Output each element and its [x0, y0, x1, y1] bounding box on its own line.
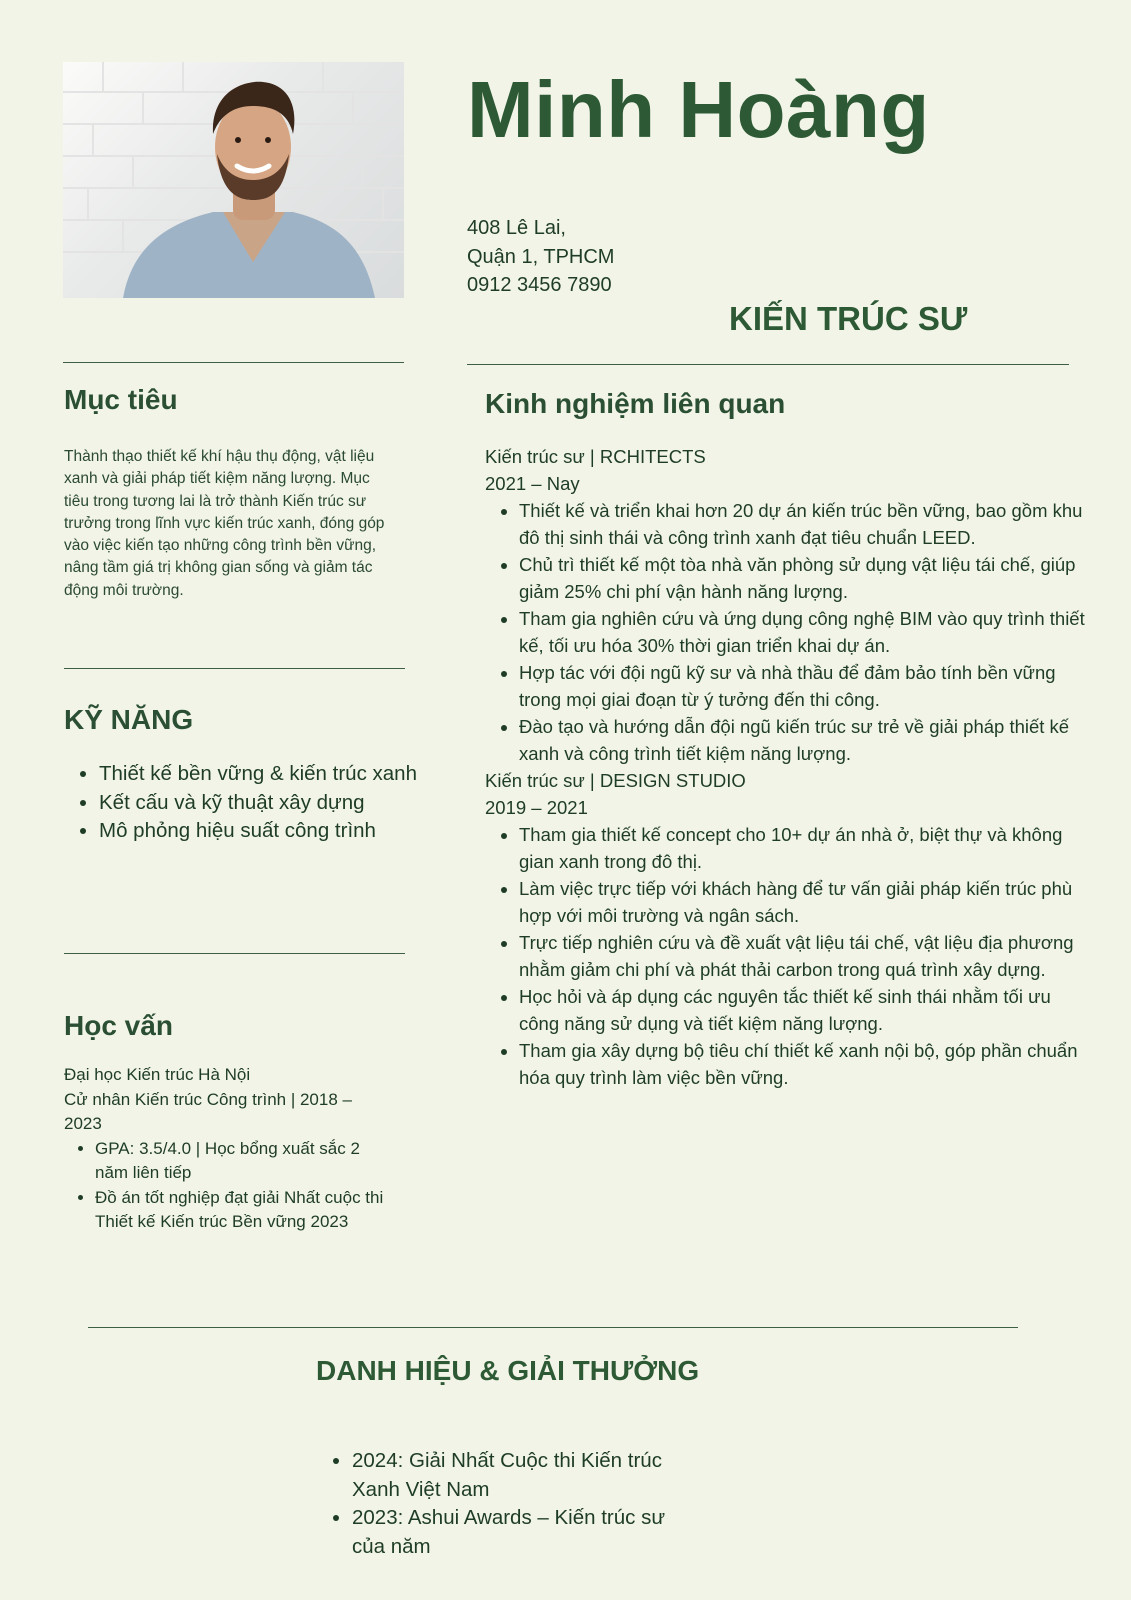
- job-duties-list: [485, 821, 1095, 1091]
- job-period: 2021 – Nay: [485, 473, 580, 494]
- education-heading: Học vấn: [64, 1010, 173, 1041]
- job-duty: • Tham gia nghiên cứu và ứng dụng công nghệ BIM vào quy trình thiết kế, tối ưu hóa 30% thời gian triển khai dự án.: [519, 605, 1095, 659]
- job-duty: • Tham gia xây dựng bộ tiêu chí thiết kế xanh nội bộ, góp phần chuẩn hóa quy trình làm việc bền vững.: [519, 1037, 1095, 1091]
- profile-photo-illustration: [63, 62, 404, 298]
- divider-left-low: [64, 953, 405, 954]
- skills-list: [64, 760, 439, 846]
- job-duty: • Chủ trì thiết kế một tòa nhà văn phòng sử dụng vật liệu tái chế, giúp giảm 25% chi phí vận hành năng lượng.: [519, 551, 1095, 605]
- experience-block: [485, 443, 1095, 1091]
- job-duty: • Hợp tác với đội ngũ kỹ sư và nhà thầu để đảm bảo tính bền vững trong mọi giai đoạn từ ý tưởng đến thi công.: [519, 659, 1095, 713]
- candidate-name: Minh Hoàng: [467, 65, 930, 154]
- job-duties-list: [485, 497, 1095, 767]
- address-line-2: Quận 1, TPHCM: [467, 245, 615, 268]
- education-item: • GPA: 3.5/4.0 | Học bổng xuất sắc 2 năm liên tiếp: [95, 1137, 384, 1186]
- experience-heading: Kinh nghiệm liên quan: [485, 388, 786, 419]
- job-duty: • Thiết kế và triển khai hơn 20 dự án kiến trúc bền vững, bao gồm khu đô thị sinh thái và công trình xanh đạt tiêu chuẩn LEED.: [519, 497, 1095, 551]
- job-duty: • Học hỏi và áp dụng các nguyên tắc thiết kế sinh thái nhằm tối ưu công năng sử dụng và tiết kiệm năng lượng.: [519, 983, 1095, 1037]
- awards-heading: DANH HIỆU & GIẢI THƯỞNG: [316, 1355, 700, 1386]
- divider-left-mid: [64, 668, 405, 669]
- job-duty: • Tham gia thiết kế concept cho 10+ dự án nhà ở, biệt thự và không gian xanh trong đô thị.: [519, 821, 1095, 875]
- job-duty: • Đào tạo và hướng dẫn đội ngũ kiến trúc sư trẻ về giải pháp thiết kế xanh và công trình tiết kiệm năng lượng.: [519, 713, 1095, 767]
- education-item: • Đồ án tốt nghiệp đạt giải Nhất cuộc thi Thiết kế Kiến trúc Bền vững 2023: [95, 1186, 384, 1235]
- contact-info: [467, 214, 614, 300]
- job-role: Kiến trúc sư | RCHITECTS: [485, 446, 706, 467]
- education-degree: Cử nhân Kiến trúc Công trình | 2018 – 2023: [64, 1089, 352, 1133]
- award-item: • 2024: Giải Nhất Cuộc thi Kiến trúc Xanh Việt Nam: [352, 1447, 692, 1504]
- phone-number: 0912 3456 7890: [467, 274, 612, 296]
- skill-item: • Kết cấu và kỹ thuật xây dựng: [99, 789, 439, 818]
- education-school: Đại học Kiến trúc Hà Nội: [64, 1065, 251, 1084]
- profile-photo: [63, 62, 404, 298]
- job-role: Kiến trúc sư | DESIGN STUDIO: [485, 770, 746, 791]
- job-duty: • Làm việc trực tiếp với khách hàng để tư vấn giải pháp kiến trúc phù hợp với môi trường và ngân sách.: [519, 875, 1095, 929]
- address-line-1: 408 Lê Lai,: [467, 217, 566, 239]
- skills-heading: KỸ NĂNG: [64, 704, 194, 735]
- divider-awards: [88, 1327, 1018, 1328]
- skill-item: • Mô phỏng hiệu suất công trình: [99, 817, 439, 846]
- divider-right-top: [467, 364, 1069, 365]
- job-duty: • Trực tiếp nghiên cứu và đề xuất vật liệu tái chế, vật liệu địa phương nhằm giảm chi phí và phát thải carbon trong quá trình xây dựng.: [519, 929, 1095, 983]
- objective-text: Thành thạo thiết kế khí hậu thụ động, vật liệu xanh và giải pháp tiết kiệm năng lượng. Mục tiêu trong tương lai là trở thành Kiến trúc sư trưởng trong lĩnh vực kiến trúc xanh, đóng góp vào việc kiến tạo những công trình bền vững, nâng tầm giá trị không gian sống và giảm tác động môi trường.: [64, 448, 385, 599]
- objective-heading: Mục tiêu: [64, 384, 178, 415]
- education-list: [64, 1137, 384, 1235]
- awards-list: [317, 1447, 692, 1561]
- job-title: KIẾN TRÚC SƯ: [729, 300, 968, 337]
- skill-item: • Thiết kế bền vững & kiến trúc xanh: [99, 760, 439, 789]
- award-item: • 2023: Ashui Awards – Kiến trúc sư của năm: [352, 1504, 692, 1561]
- job-period: 2019 – 2021: [485, 797, 588, 818]
- divider-left-top: [63, 362, 404, 363]
- education-block: [64, 1063, 384, 1235]
